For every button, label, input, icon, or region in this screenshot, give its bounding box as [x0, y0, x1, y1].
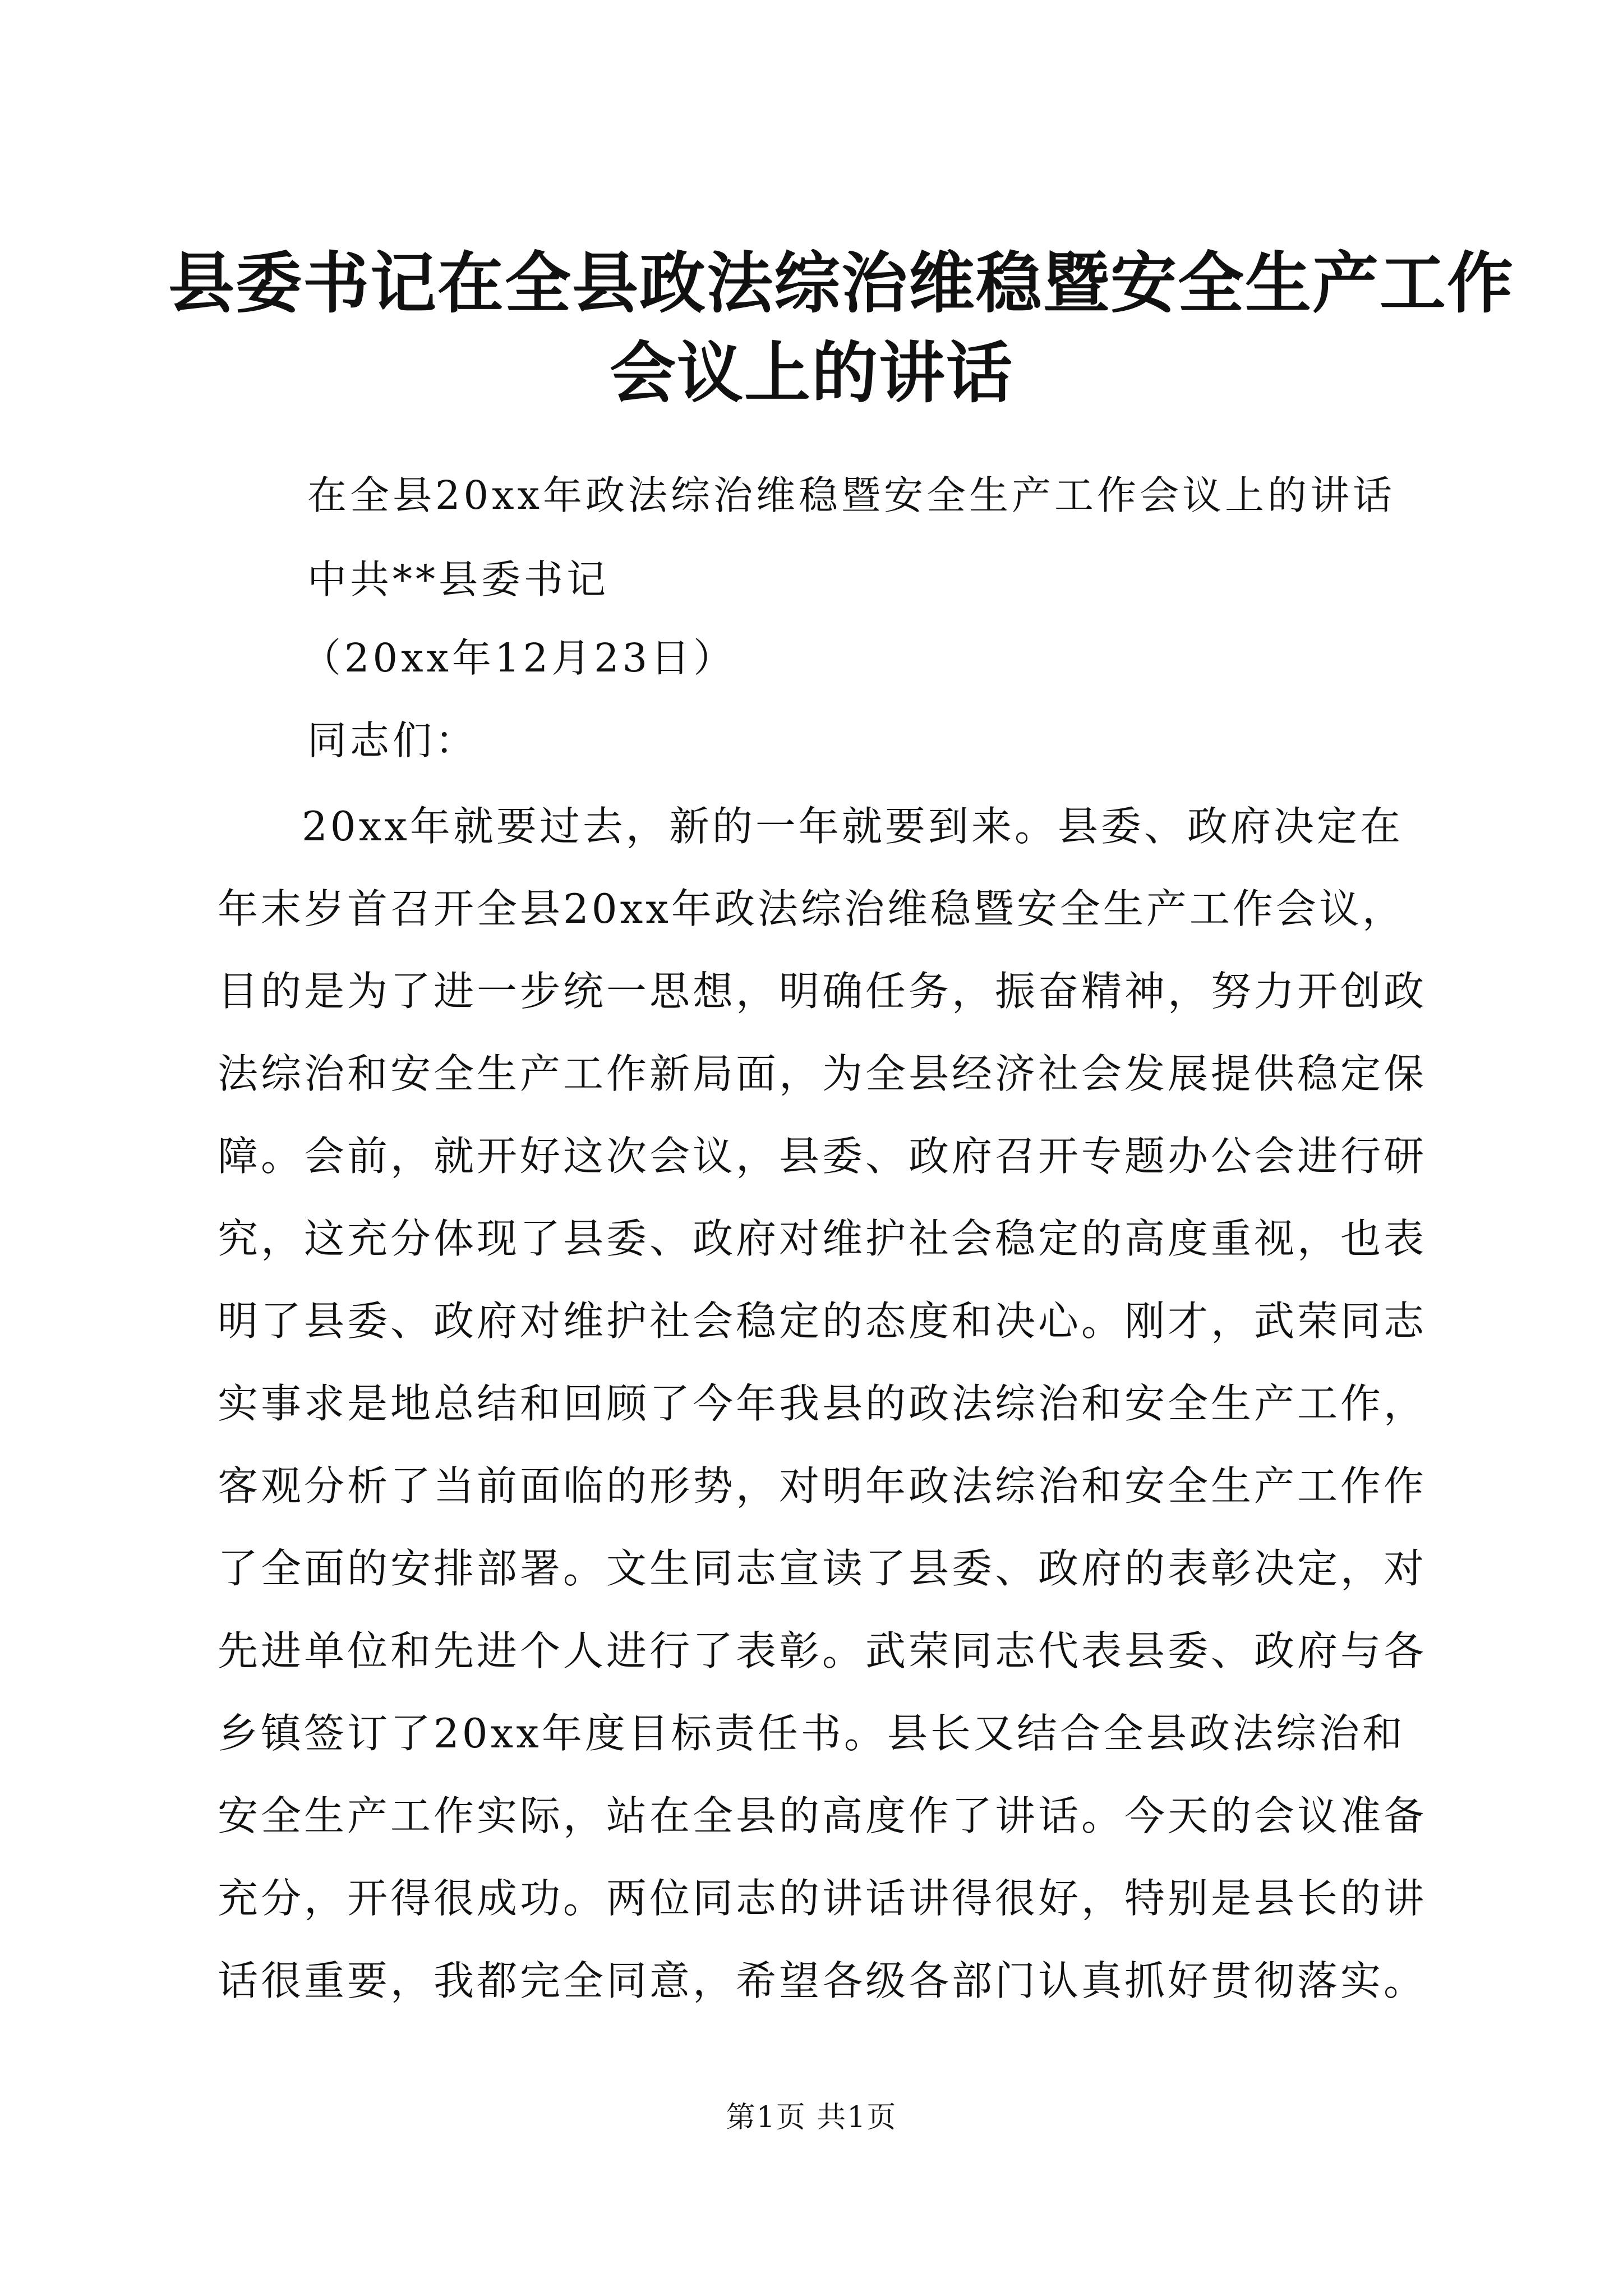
body-line: 安全生产工作实际，站在全县的高度作了讲话。今天的会议准备	[218, 1792, 1427, 1839]
speaker-line: 中共**县委书记	[307, 556, 609, 602]
document-title-line-2: 会议上的讲话	[609, 334, 1013, 412]
body-line: 先进单位和先进个人进行了表彰。武荣同志代表县委、政府与各	[218, 1627, 1427, 1674]
body-line: 障。会前，就开好这次会议，县委、政府召开专题办公会进行研	[218, 1133, 1427, 1180]
body-line: 法综治和安全生产工作新局面，为全县经济社会发展提供稳定保	[218, 1050, 1427, 1097]
salutation: 同志们：	[307, 717, 478, 763]
body-line: 客观分析了当前面临的形势，对明年政法综治和安全生产工作作	[218, 1462, 1427, 1510]
body-line: 充分，开得很成功。两位同志的讲话讲得很好，特别是县长的讲	[218, 1875, 1427, 1922]
document-title-line-1: 县委书记在全县政法综治维稳暨安全生产工作	[168, 244, 1515, 322]
body-line: 实事求是地总结和回顾了今年我县的政法综治和安全生产工作，	[218, 1380, 1427, 1427]
body-paragraph	[218, 785, 1427, 2022]
body-line: 明了县委、政府对维护社会稳定的态度和决心。刚才，武荣同志	[218, 1297, 1427, 1345]
body-line: 目的是为了进一步统一思想，明确任务，振奋精神，努力开创政	[218, 968, 1427, 1015]
body-line: 乡镇签订了20xx年度目标责任书。县长又结合全县政法综治和	[218, 1710, 1405, 1757]
body-line: 了全面的安排部署。文生同志宣读了县委、政府的表彰决定，对	[218, 1545, 1427, 1592]
body-line: 20xx年就要过去，新的一年就要到来。县委、政府决定在	[302, 803, 1403, 850]
body-line: 究，这充分体现了县委、政府对维护社会稳定的高度重视，也表	[218, 1215, 1427, 1262]
body-line: 话很重要，我都完全同意，希望各级各部门认真抓好贯彻落实。	[218, 1957, 1427, 2004]
document-subtitle: 在全县20xx年政法综治维稳暨安全生产工作会议上的讲话	[307, 472, 1396, 518]
page-footer: 第1页 共1页	[726, 2101, 897, 2134]
body-line: 年末岁首召开全县20xx年政法综治维稳暨安全生产工作会议，	[218, 885, 1405, 932]
speech-date: （20xx年12月23日）	[302, 635, 736, 681]
